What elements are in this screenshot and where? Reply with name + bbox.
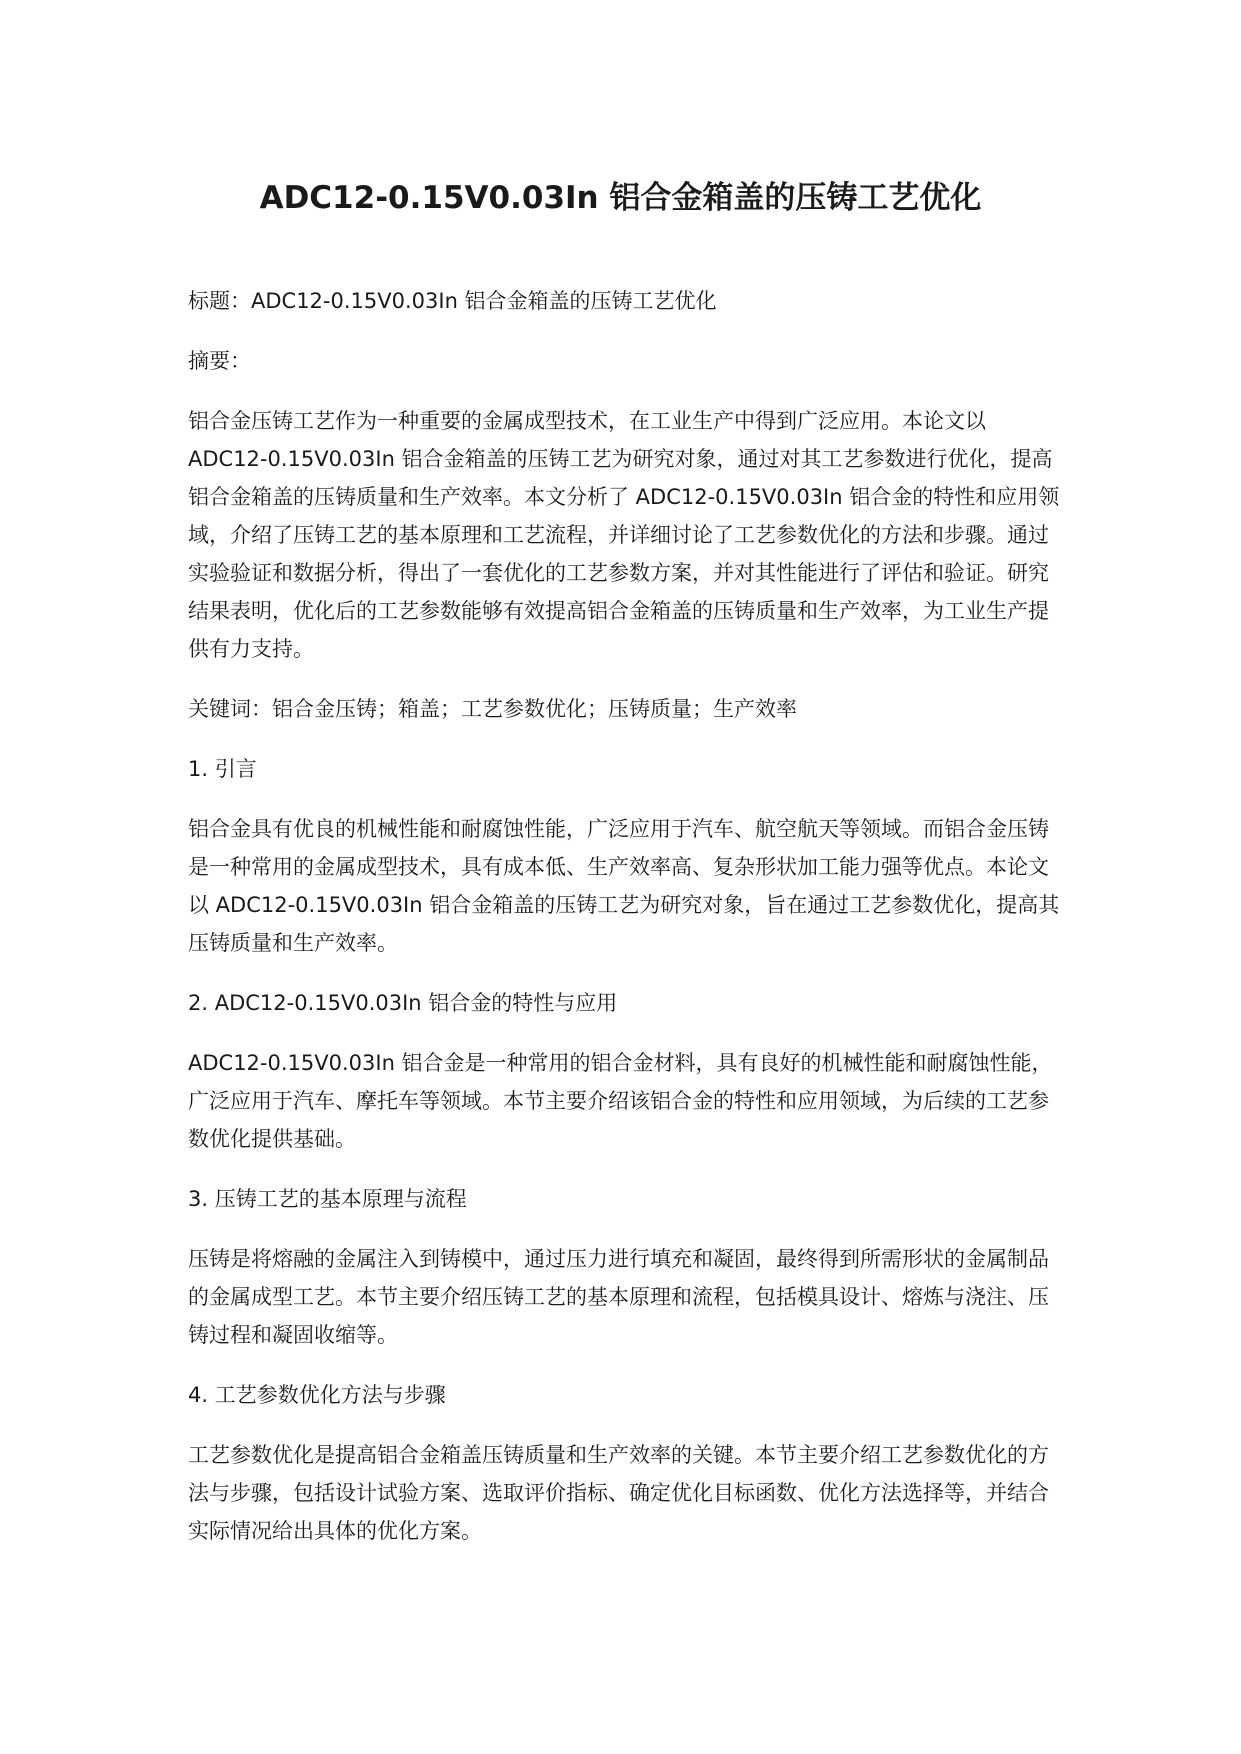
section-heading-parameter-optimization: 4. 工艺参数优化方法与步骤 (188, 1383, 446, 1407)
document-title: ADC12-0.15V0.03In 铝合金箱盖的压铸工艺优化 (259, 180, 982, 216)
section-body-parameter-optimization: 工艺参数优化是提高铝合金箱盖压铸质量和生产效率的关键。本节主要介绍工艺参数优化的方法与步骤，包括设计试验方案、选取评价指标、确定优化目标函数、优化方法选择等，并结合实际情况给出具体的优化方案。 (188, 1443, 1049, 1543)
section-body-alloy-properties: ADC12-0.15V0.03In 铝合金是一种常用的铝合金材料，具有良好的机械性能和耐腐蚀性能，广泛应用于汽车、摩托车等领域。本节主要介绍该铝合金的特性和应用领域，为后续的工艺参数优化提供基础。 (188, 1051, 1053, 1151)
keywords-line: 关键词：铝合金压铸；箱盖；工艺参数优化；压铸质量；生产效率 (188, 697, 797, 721)
section-body-die-casting-principles: 压铸是将熔融的金属注入到铸模中，通过压力进行填充和凝固，最终得到所需形状的金属制品的金属成型工艺。本节主要介绍压铸工艺的基本原理和流程，包括模具设计、熔炼与浇注、压铸过程和凝固收缩等。 (188, 1247, 1049, 1347)
section-heading-die-casting-principles: 3. 压铸工艺的基本原理与流程 (188, 1187, 467, 1211)
section-heading-alloy-properties: 2. ADC12-0.15V0.03In 铝合金的特性与应用 (188, 991, 618, 1015)
subject-line: 标题：ADC12-0.15V0.03In 铝合金箱盖的压铸工艺优化 (188, 289, 717, 313)
section-body-introduction: 铝合金具有优良的机械性能和耐腐蚀性能，广泛应用于汽车、航空航天等领域。而铝合金压铸是一种常用的金属成型技术，具有成本低、生产效率高、复杂形状加工能力强等优点。本论文以 ADC12-0.15V0.03In 铝合金箱盖的压铸工艺为研究对象，旨在通过工艺参数优化，提高其压铸质量和生产效率。 (188, 817, 1060, 955)
section-heading-introduction: 1. 引言 (188, 757, 257, 781)
document-body (188, 282, 1068, 1572)
abstract-paragraph: 铝合金压铸工艺作为一种重要的金属成型技术，在工业生产中得到广泛应用。本论文以 ADC12-0.15V0.03In 铝合金箱盖的压铸工艺为研究对象，通过对其工艺参数进行优化，提高铝合金箱盖的压铸质量和生产效率。本文分析了 ADC12-0.15V0.03In 铝合金的特性和应用领域，介绍了压铸工艺的基本原理和工艺流程，并详细讨论了工艺参数优化的方法和步骤。通过实验验证和数据分析，得出了一套优化的工艺参数方案，并对其性能进行了评估和验证。研究结果表明，优化后的工艺参数能够有效提高铝合金箱盖的压铸质量和生产效率，为工业生产提供有力支持。 (188, 409, 1060, 661)
abstract-label: 摘要： (188, 349, 251, 373)
